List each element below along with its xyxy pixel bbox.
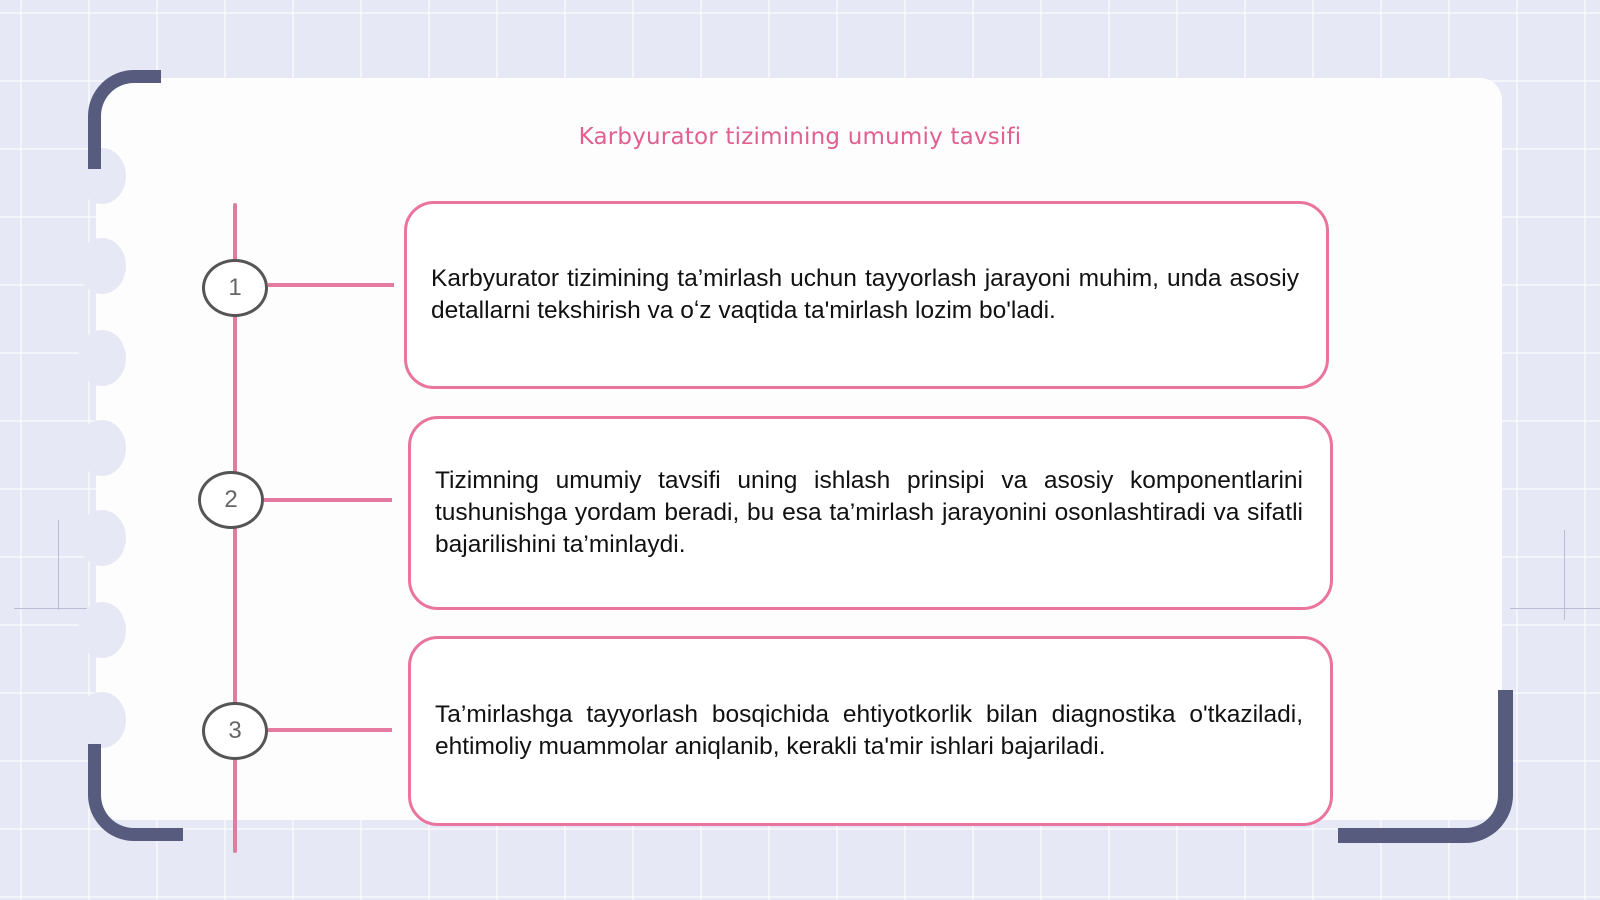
step-number-circle: 2 (198, 471, 264, 529)
notebook-hole (78, 238, 126, 294)
step-card (408, 636, 1333, 826)
grid-cross-mark (1510, 608, 1600, 609)
notebook-hole (78, 692, 126, 748)
step-number-circle: 3 (202, 702, 268, 760)
step-connector (268, 283, 394, 287)
step-card (408, 416, 1333, 610)
grid-cross-mark (1564, 530, 1565, 620)
notebook-hole (78, 510, 126, 566)
step-number-circle: 1 (202, 259, 268, 317)
grid-cross-mark (58, 520, 59, 610)
step-description: Karbyurator tizimining ta’mirlash uchun tayyorlash jarayoni muhim, unda asosiy detallarni tekshirish va oʻz vaqtida ta'mirlash lozim bo'ladi. (431, 265, 1299, 324)
corner-bracket-bottom-left (88, 744, 183, 841)
step-connector (264, 498, 392, 502)
step-description: Ta’mirlashga tayyorlash bosqichida ehtiyotkorlik bilan diagnostika o'tkaziladi, ehtimoliy muammolar aniqlanib, kerakli ta'mir ishlari bajariladi. (435, 701, 1303, 760)
corner-bracket-bottom-right (1338, 690, 1513, 843)
step-description: Tizimning umumiy tavsifi uning ishlash prinsipi va asosiy komponentlarini tushunishga yordam beradi, bu esa ta’mirlash jarayonini osonlashtiradi va sifatli bajarilishini ta’minlaydi. (435, 467, 1303, 558)
notebook-hole (78, 420, 126, 476)
slide-title: Karbyurator tizimining umumiy tavsifi (578, 124, 1022, 150)
step-card (404, 201, 1329, 389)
notebook-hole (78, 602, 126, 658)
step-connector (268, 728, 392, 732)
notebook-hole (78, 330, 126, 386)
corner-bracket-top-left (88, 70, 161, 169)
